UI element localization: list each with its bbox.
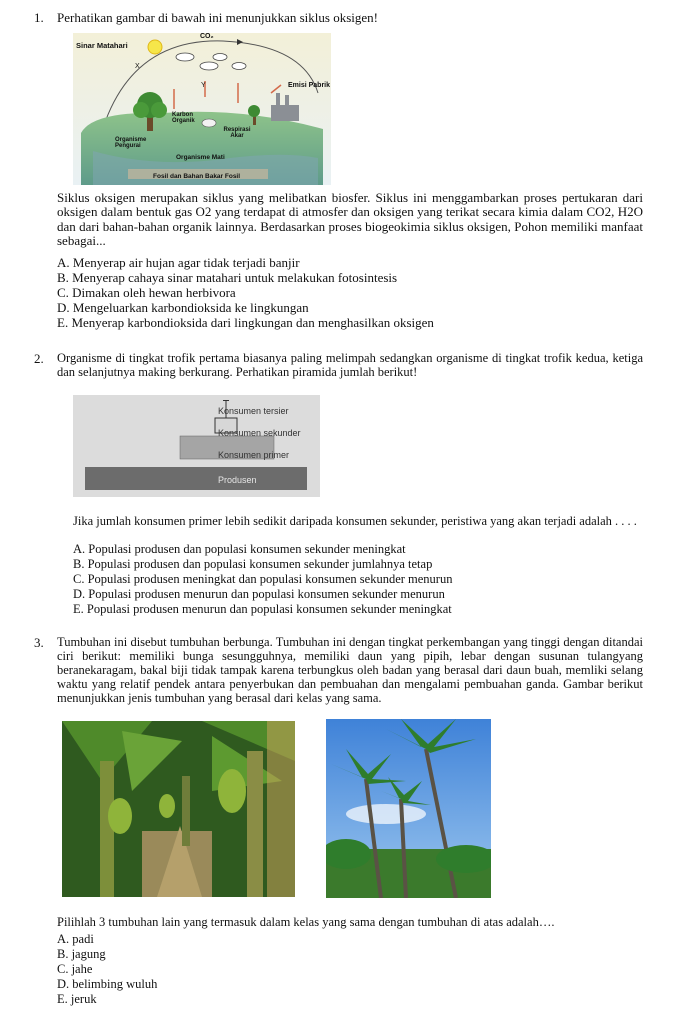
question-3-paragraph: Tumbuhan ini disebut tumbuhan berbunga. Tumbuhan ini dengan tingkat perkembangan yang tinggi dengan ditandai ciri berikut: memiliki bunga sesungguhnya, memiliki daun yang pipih, lebar dengan susunan tulangyang beranekaragam, bakal biji tidak tampak karena terbungkus oleh badan yang berasal dari daun buah, memliki selang waktu yang relatif pendek antara penyerbukan dan pembuahan dan mengalami pembuahan ganda. Gambar berikut menunjukkan jenis tumbuhan yang berasal dari kelas yang sama.: [57, 635, 643, 705]
co2-label: CO₂: [200, 33, 214, 40]
question-2-paragraph: Organisme di tingkat trofik pertama biasanya paling melimpah sedangkan organisme di tingkat trofik kedua, ketiga dan selanjutnya making berkurang. Perhatikan piramida jumlah berikut!: [57, 351, 643, 379]
q3-option-e[interactable]: E. jeruk: [57, 992, 97, 1006]
secondary-consumer-label: Konsumen sekunder: [218, 428, 301, 438]
decomposer-label: Organisme Pengurai: [115, 137, 147, 149]
question-1-paragraph: Siklus oksigen merupakan siklus yang melibatkan biosfer. Siklus ini menggambarkan proses pertukaran dari oksigen dalam bentuk gas O2 yang terdapat di atmosfer dan oksigen yang terikat secara kimia dalam CO2, H2O dan dari bahan-bahan organik lainnya. Berdasarkan proses biogeokimia siklus oksigen, Pohon memiliki manfaat sebagai...: [57, 190, 643, 248]
q2-option-d[interactable]: D. Populasi produsen menurun dan populasi konsumen sekunder menurun: [73, 587, 445, 601]
root-respiration-label: Respirasi Akar: [223, 127, 251, 139]
q2-option-b[interactable]: B. Populasi produsen dan populasi konsumen sekunder jumlahnya tetap: [73, 557, 433, 571]
question-2-number: 2.: [34, 351, 44, 366]
tertiary-consumer-label: Konsumen tersier: [218, 406, 289, 416]
q1-option-a[interactable]: A. Menyerap air hujan agar tidak terjadi banjir: [57, 255, 300, 270]
q3-option-a[interactable]: A. padi: [57, 932, 94, 946]
primary-consumer-label: Konsumen primer: [218, 450, 290, 460]
q1-option-c[interactable]: C. Dimakan oleh hewan herbivora: [57, 285, 236, 300]
coconut-palm-photo: [326, 719, 491, 898]
question-2-question: Jika jumlah konsumen primer lebih sedikit daripada konsumen sekunder, peristiwa yang akan terjadi adalah . . . .: [73, 514, 637, 528]
question-3-question: Pilihlah 3 tumbuhan lain yang termasuk dalam kelas yang sama dengan tumbuhan di atas adalah….: [57, 915, 555, 929]
q1-option-d[interactable]: D. Mengeluarkan karbondioksida ke lingkungan: [57, 300, 309, 315]
q3-option-b[interactable]: B. jagung: [57, 947, 106, 961]
banana-plant-photo: [62, 721, 295, 897]
q2-option-c[interactable]: C. Populasi produsen meningkat dan populasi konsumen sekunder menurun: [73, 572, 453, 586]
fossil-fuel-label: Fosil dan Bahan Bakar Fosil: [153, 173, 241, 180]
q1-option-e[interactable]: E. Menyerap karbondioksida dari lingkungan dan menghasilkan oksigen: [57, 315, 434, 330]
sun-label: Sinar Matahari: [76, 41, 128, 50]
question-1-prompt: Perhatikan gambar di bawah ini menunjukkan siklus oksigen!: [57, 10, 378, 25]
y-label: Y: [201, 82, 206, 89]
dead-organism-label: Organisme Mati: [176, 154, 225, 161]
q2-option-a[interactable]: A. Populasi produsen dan populasi konsumen sekunder meningkat: [73, 542, 406, 556]
producer-label: Produsen: [218, 475, 257, 485]
q3-option-d[interactable]: D. belimbing wuluh: [57, 977, 158, 991]
question-3-number: 3.: [34, 635, 44, 650]
coconut-palm-illustration: [326, 719, 491, 898]
x-label: X: [135, 63, 140, 70]
question-1-number: 1.: [34, 10, 44, 25]
number-pyramid-figure: [73, 395, 320, 497]
q2-option-e[interactable]: E. Populasi produsen menurun dan populasi konsumen sekunder meningkat: [73, 602, 452, 616]
oxygen-cycle-figure: [73, 33, 331, 185]
factory-emission-label: Emisi Pabrik: [288, 82, 331, 89]
oxygen-cycle-illustration: [73, 33, 331, 185]
sun-icon: [148, 40, 162, 54]
q3-option-c[interactable]: C. jahe: [57, 962, 93, 976]
organic-carbon-label: Karbon Organik: [172, 112, 195, 124]
q1-option-b[interactable]: B. Menyerap cahaya sinar matahari untuk melakukan fotosintesis: [57, 270, 398, 285]
banana-plant-illustration: [62, 721, 295, 897]
